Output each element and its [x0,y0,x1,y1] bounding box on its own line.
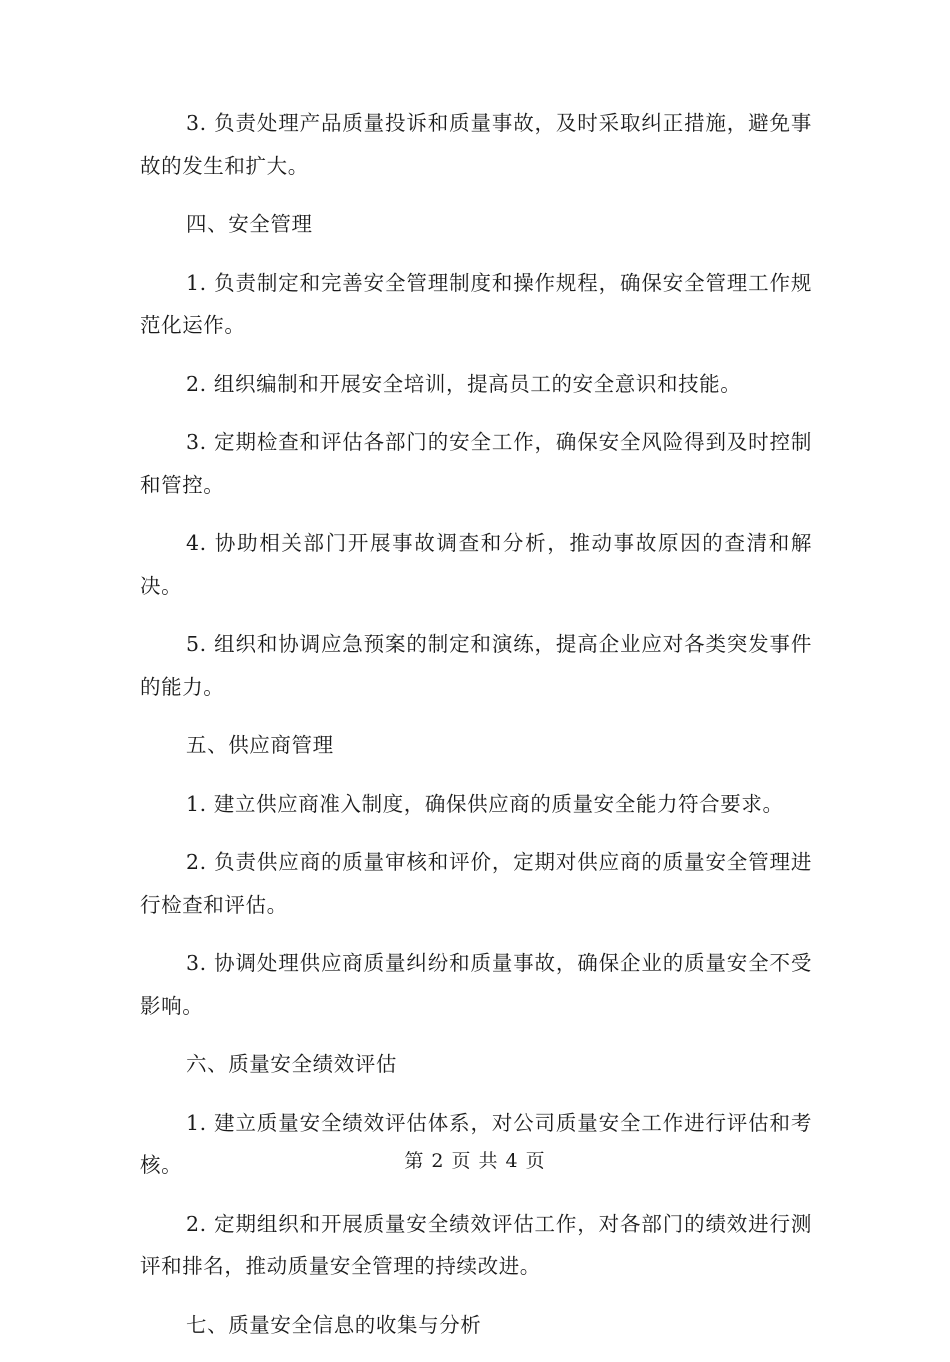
list-item: 3. 定期检查和评估各部门的安全工作，确保安全风险得到及时控制和管控。 [140,430,812,497]
list-item: 2. 负责供应商的质量审核和评价，定期对供应商的质量安全管理进行检查和评估。 [140,850,812,917]
list-item: 3. 协调处理供应商质量纠纷和质量事故，确保企业的质量安全不受影响。 [140,951,812,1018]
list-item: 2. 定期组织和开展质量安全绩效评估工作，对各部门的绩效进行测评和排名，推动质量安全管理的持续改进。 [140,1211,812,1278]
document-body [140,102,812,1362]
list-item: 1. 建立质量安全绩效评估体系，对公司质量安全工作进行评估和考核。 [140,1110,812,1177]
page-number-footer: 第 2 页 共 4 页 [404,1150,546,1172]
list-item: 3. 负责处理产品质量投诉和质量事故，及时采取纠正措施，避免事故的发生和扩大。 [140,111,812,178]
list-item: 2. 组织编制和开展安全培训，提高员工的安全意识和技能。 [186,371,742,396]
list-item: 1. 负责制定和完善安全管理制度和操作规程，确保安全管理工作规范化运作。 [140,270,812,337]
section-heading: 五、供应商管理 [186,733,334,757]
section-heading: 七、质量安全信息的收集与分析 [186,1312,482,1337]
list-item: 5. 组织和协调应急预案的制定和演练，提高企业应对各类突发事件的能力。 [140,632,812,699]
list-item: 1. 建立供应商准入制度，确保供应商的质量安全能力符合要求。 [186,791,784,816]
section-heading: 六、质量安全绩效评估 [186,1052,397,1076]
list-item: 4. 协助相关部门开展事故调查和分析，推动事故原因的查清和解决。 [140,531,812,598]
section-heading: 四、安全管理 [186,212,313,236]
